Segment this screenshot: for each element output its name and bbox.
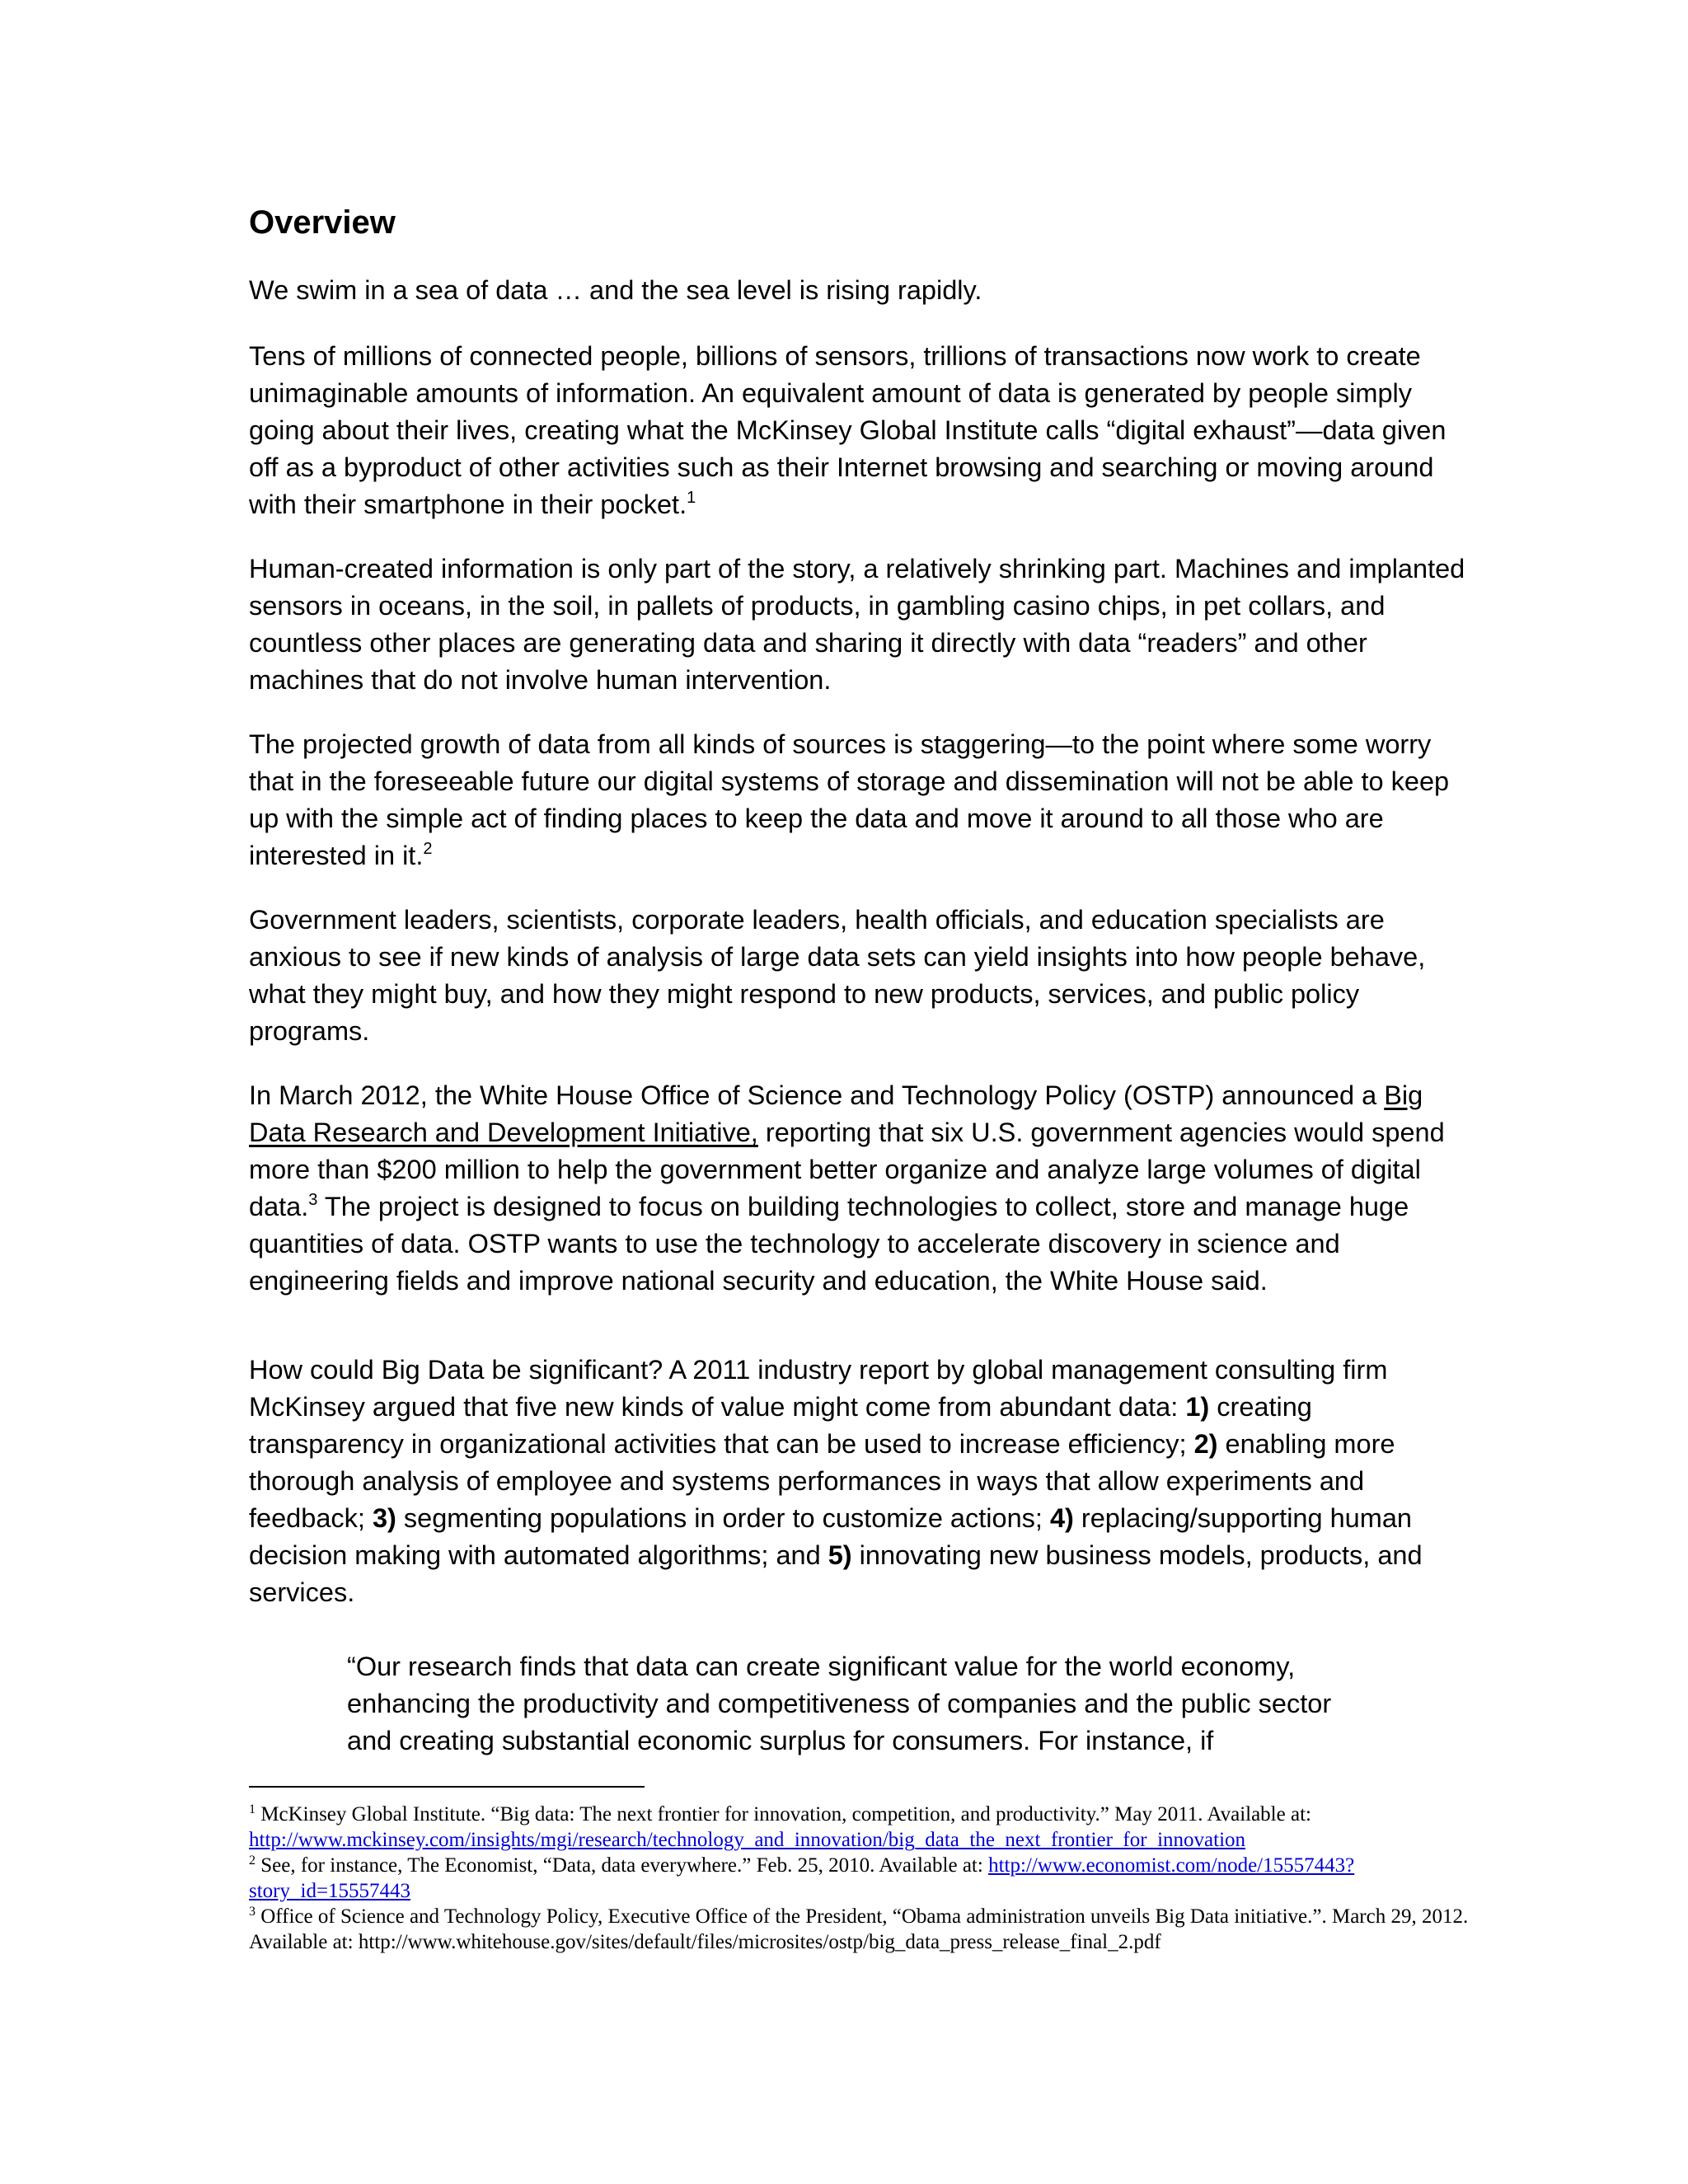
footnote-1: [249, 1802, 1469, 1853]
paragraph-text: The projected growth of data from all kinds of sources is staggering—to the point where some worry that in the foreseeable future our digital systems of storage and dissemination will not be able to keep up with the simple act of finding places to keep the data and move it around to all those who are interested in it.: [249, 729, 1450, 870]
paragraph-text: Human-created information is only part of the story, a relatively shrinking part. Machines and implanted sensors in oceans, in the soil, in pallets of products, in gambling casino chips, in pet collars, and countless other places are generating data and sharing it directly with data “readers” and other machines that do not involve human intervention.: [249, 554, 1465, 695]
paragraph-text: reporting that six U.S. government agencies would spend more than $200 million to help the government better organize and analyze large volumes of digital data.: [249, 1118, 1445, 1221]
paragraph-machines: [249, 551, 1469, 699]
footnote-ref-1[interactable]: 1: [687, 489, 696, 507]
paragraph-text: Tens of millions of connected people, billions of sensors, trillions of transactions now work to create unimaginable amounts of information. An equivalent amount of data is generated by people simply going about their lives, creating what the McKinsey Global Institute calls “digital exhaust”—data given off as a byproduct of other activities such as their Internet browsing and searching or moving around with their smartphone in their pocket.: [249, 341, 1447, 519]
footnote-number: 3: [249, 1905, 256, 1919]
paragraph-march-2012: [249, 1077, 1469, 1300]
footnote-3: [249, 1904, 1469, 1955]
footnote-ref-2[interactable]: 2: [423, 840, 433, 858]
paragraph-connected-people: [249, 338, 1469, 523]
paragraph-text: segmenting populations in order to customize actions;: [396, 1503, 1050, 1533]
footnote-text: McKinsey Global Institute. “Big data: The next frontier for innovation, competition, and productivity.” May 2011. Available at:: [256, 1803, 1311, 1825]
paragraph-text: Government leaders, scientists, corporate leaders, health officials, and education specialists are anxious to see if new kinds of analysis of large data sets can yield insights into how people behave, what they might buy, and how they might respond to new products, services, and public policy programs.: [249, 905, 1426, 1046]
footnote-number: 2: [249, 1854, 256, 1868]
paragraph-text: enabling more thorough analysis of employee and systems performances in ways that allow experiments and feedback;: [249, 1429, 1395, 1533]
paragraph-text: In March 2012, the White House Office of Science and Technology Policy (OSTP) announced a: [249, 1080, 1385, 1110]
paragraph-text: replacing/supporting human decision making with automated algorithms; and: [249, 1503, 1412, 1570]
big-data-initiative-link[interactable]: Big Data Research and Development Initiative,: [249, 1080, 1423, 1147]
list-number: 3): [372, 1503, 396, 1533]
list-number: 2): [1193, 1429, 1218, 1459]
footnote-url-text: http://www.whitehouse.gov/sites/default/files/microsites/ostp/big_data_press_release_final_2.pdf: [358, 1931, 1161, 1953]
footnote-number: 1: [249, 1802, 256, 1816]
page-title: Overview: [249, 204, 396, 241]
paragraph-text: innovating new business models, products, and services.: [249, 1540, 1423, 1607]
list-number: 5): [828, 1540, 852, 1570]
paragraph-text: How could Big Data be significant? A 2011 industry report by global management consulting firm McKinsey argued that five new kinds of value might come from abundant data:: [249, 1355, 1388, 1422]
footnote-link[interactable]: http://www.economist.com/node/15557443?story_id=15557443: [249, 1854, 1355, 1902]
footnote-ref-3[interactable]: 3: [308, 1191, 318, 1209]
footnote-text: Office of Science and Technology Policy, Executive Office of the President, “Obama administration unveils Big Data initiative.”. March 29, 2012. Available at:: [249, 1905, 1469, 1953]
quote-text: “Our research finds that data can create significant value for the world economy, enhancing the productivity and competitiveness of companies and the public sector and creating substantial economic surplus for consumers. For instance, if: [347, 1652, 1332, 1755]
paragraph-government-leaders: [249, 902, 1469, 1050]
footnote-text: See, for instance, The Economist, “Data, data everywhere.” Feb. 25, 2010. Available at:: [256, 1854, 989, 1877]
footnote-link[interactable]: http://www.mckinsey.com/insights/mgi/research/technology_and_innovation/big_data_the_next_frontier_for_innovation: [249, 1829, 1246, 1851]
paragraph-mckinsey-value: [249, 1352, 1469, 1611]
paragraph-growth: [249, 726, 1469, 874]
footnote-divider: [249, 1786, 645, 1788]
footnotes: [249, 1802, 1469, 1955]
paragraph-text: The project is designed to focus on building technologies to collect, store and manage huge quantities of data. OSTP wants to use the technology to accelerate discovery in science and engineering fields and improve national security and education, the White House said.: [249, 1192, 1409, 1296]
paragraph-text: We swim in a sea of data … and the sea level is rising rapidly.: [249, 275, 982, 305]
footnote-2: [249, 1853, 1469, 1904]
list-number: 4): [1049, 1503, 1074, 1533]
list-number: 1): [1185, 1392, 1210, 1422]
block-quote: [347, 1648, 1377, 1760]
paragraph-text: creating transparency in organizational activities that can be used to increase efficiency;: [249, 1392, 1312, 1459]
paragraph-intro: [249, 272, 1469, 309]
